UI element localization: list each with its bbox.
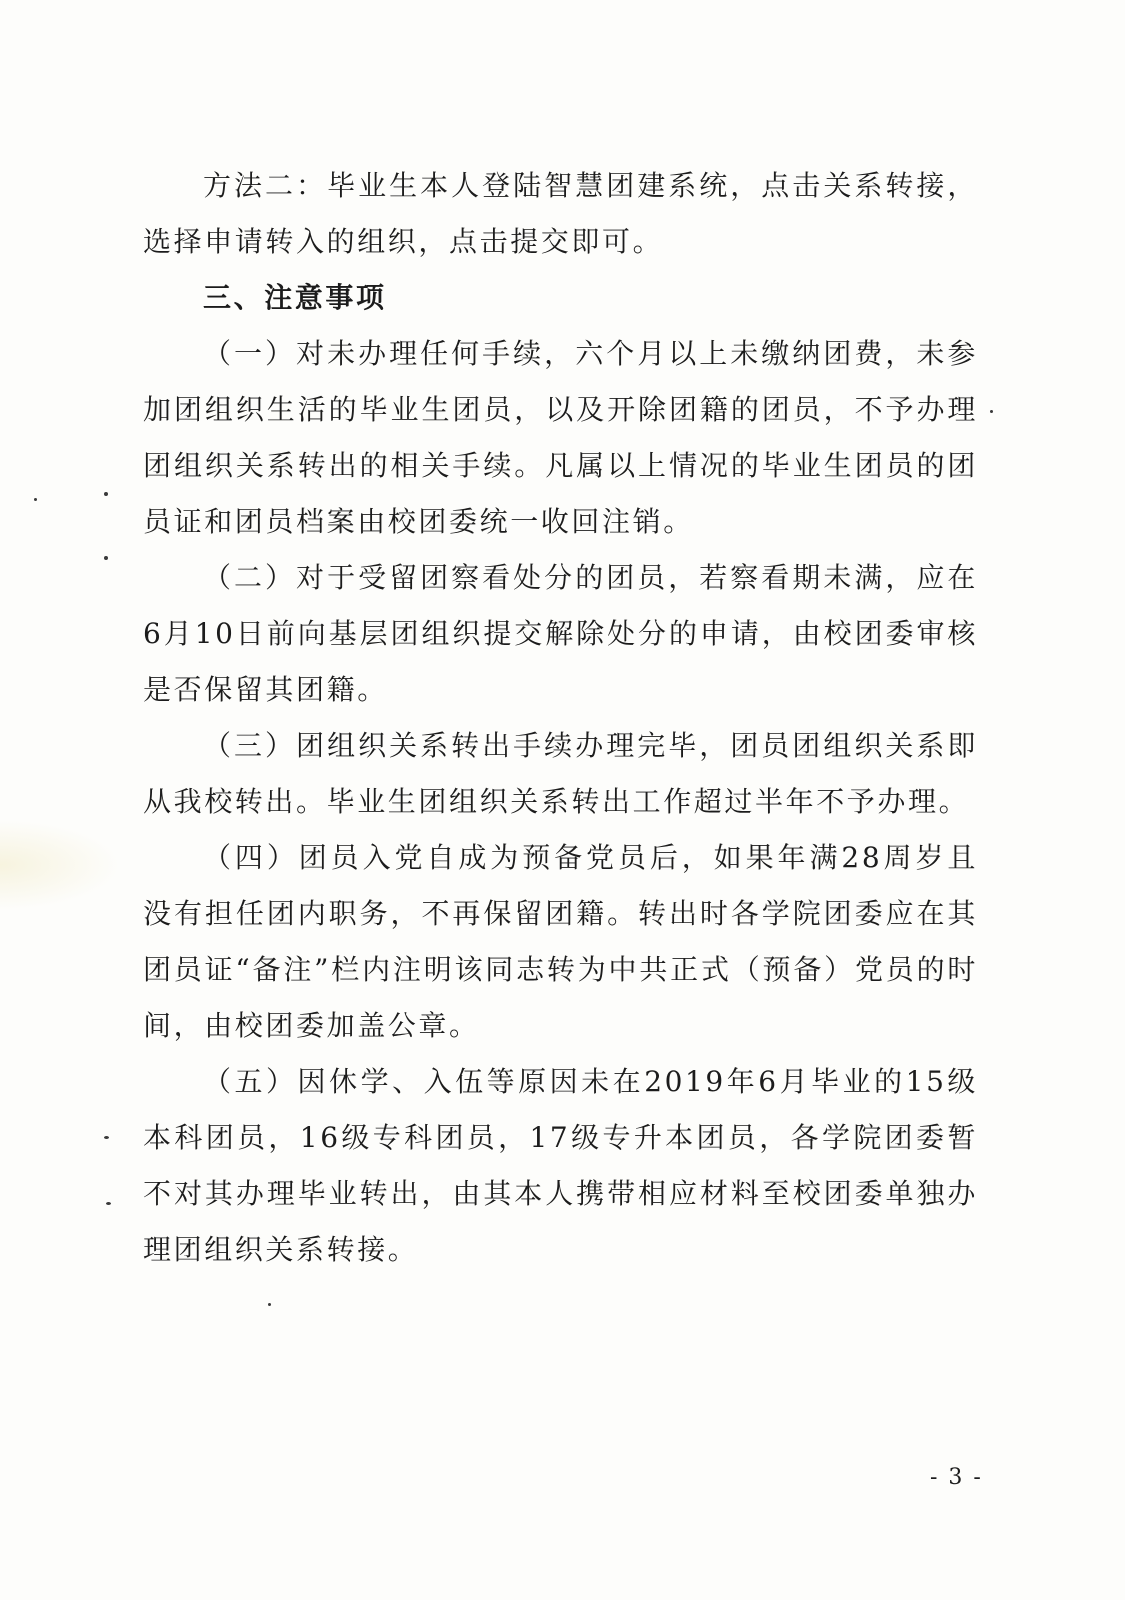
note-item-3: （三）团组织关系转出手续办理完毕，团员团组织关系即从我校转出。毕业生团组织关系转出工作超过半年不予办理。	[143, 729, 978, 818]
note-item-4: （四）团员入党自成为预备党员后，如果年满28周岁且没有担任团内职务，不再保留团籍。转出时各学院团委应在其团员证“备注”栏内注明该同志转为中共正式（预备）党员的时间，由校团委加盖公章。	[143, 841, 978, 1042]
scan-shadow	[0, 820, 120, 910]
page-number: - 3 -	[930, 1465, 983, 1490]
scan-speck	[104, 556, 108, 560]
note-item-1: （一）对未办理任何手续，六个月以上未缴纳团费，未参加团组织生活的毕业生团员，以及开除团籍的团员，不予办理团组织关系转出的相关手续。凡属以上情况的毕业生团员的团员证和团员档案由校团委统一收回注销。	[143, 337, 978, 538]
scan-speck	[990, 410, 993, 413]
method-two-paragraph: 方法二：毕业生本人登陆智慧团建系统，点击关系转接，选择申请转入的组织，点击提交即可。	[143, 169, 978, 258]
scan-speck	[268, 1303, 271, 1306]
note-item-2: （二）对于受留团察看处分的团员，若察看期未满，应在6月10日前向基层团组织提交解除处分的申请，由校团委审核是否保留其团籍。	[143, 561, 978, 706]
note-item-5: （五）因休学、入伍等原因未在2019年6月毕业的15级本科团员，16级专科团员，17级专升本团员，各学院团委暂不对其办理毕业转出，由其本人携带相应材料至校团委单独办理团组织关系转接。	[143, 1065, 978, 1266]
scan-speck	[34, 498, 37, 501]
section-heading-notes: 三、注意事项	[203, 281, 387, 314]
scan-speck	[104, 1136, 109, 1139]
document-body	[143, 158, 978, 1278]
scan-speck	[104, 492, 108, 496]
scan-speck	[106, 1202, 111, 1205]
